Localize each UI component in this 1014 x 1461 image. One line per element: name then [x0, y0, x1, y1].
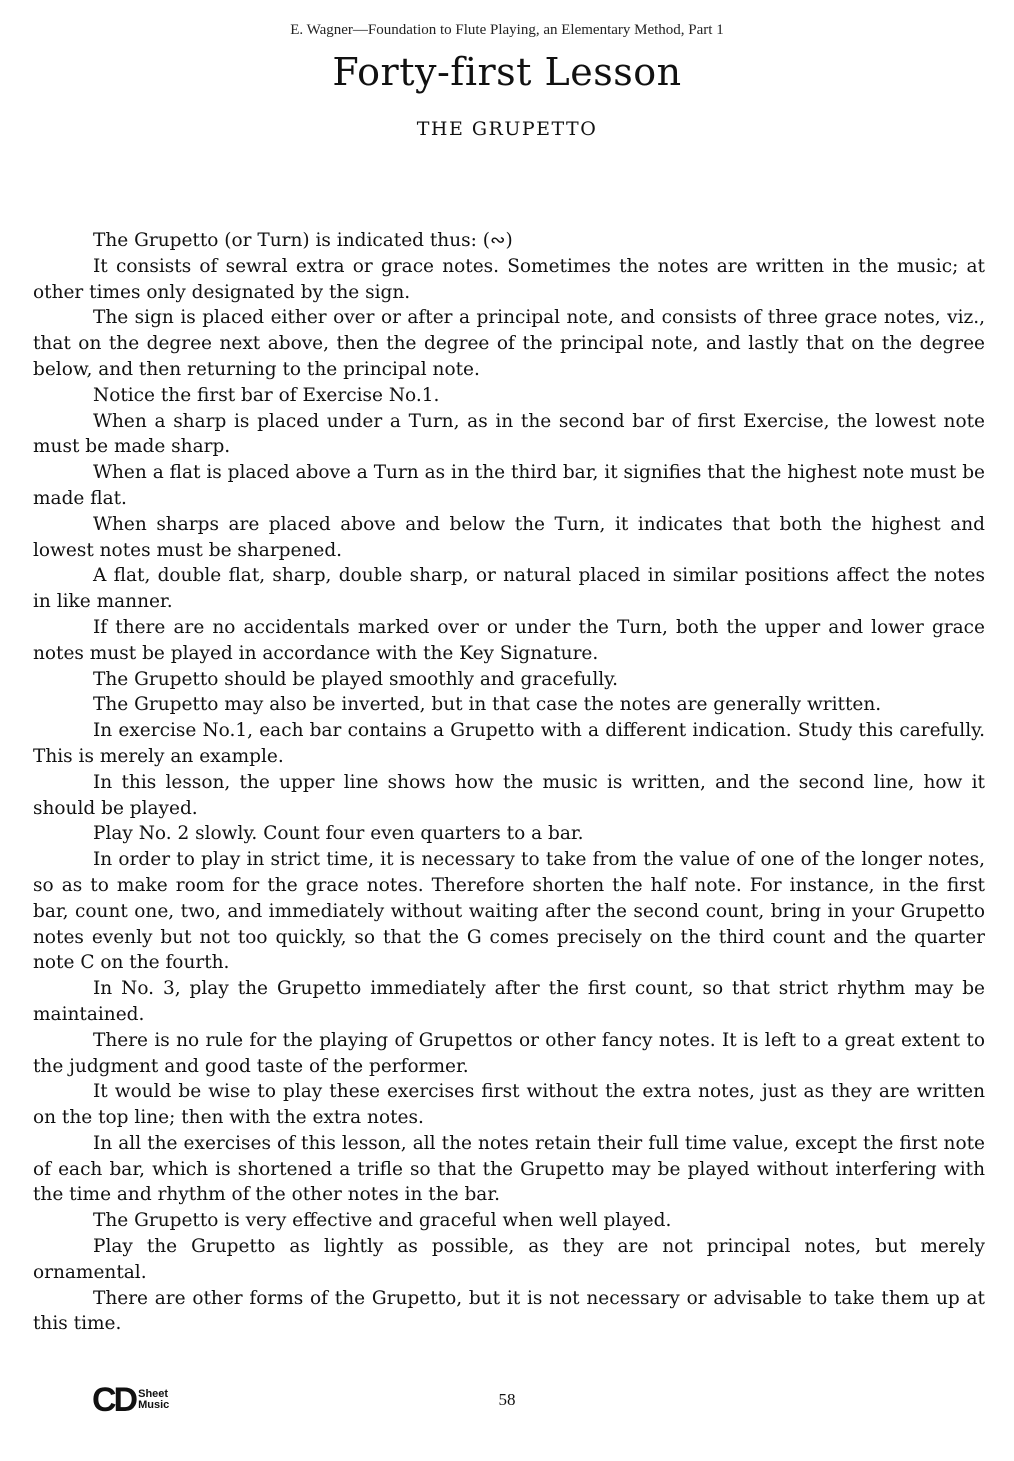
lesson-subtitle: THE GRUPETTO [416, 118, 598, 140]
logo-word-music: Music [138, 1399, 170, 1411]
paragraph: The sign is placed either over or after a principal note, and consists of three grace notes, viz., that on the degree next above, then the degree of the principal note, and lastly that on the degree below, and then returning to the principal note. [33, 307, 985, 380]
paragraph: The Grupetto is very effective and graceful when well played. [93, 1210, 672, 1232]
paragraph: Play No. 2 slowly. Count four even quarters to a bar. [93, 823, 584, 845]
paragraph: When a sharp is placed under a Turn, as in the second bar of first Exercise, the lowest note must be made sharp. [33, 410, 985, 458]
paragraph: It would be wise to play these exercises first without the extra notes, just as they are written on the top line; then with the extra notes. [33, 1081, 985, 1129]
paragraph: A flat, double flat, sharp, double sharp, or natural placed in similar positions affect the notes in like manner. [33, 565, 985, 613]
logo-word-sheet: Sheet [138, 1388, 169, 1400]
paragraph: There are other forms of the Grupetto, but it is not necessary or advisable to take them up at this time. [33, 1287, 985, 1335]
paragraph: If there are no accidentals marked over or under the Turn, both the upper and lower grace notes must be played in accordance with the Key Signature. [33, 616, 985, 664]
paragraph: Play the Grupetto as lightly as possible, as they are not principal notes, but merely ornamental. [33, 1236, 985, 1283]
paragraph: Notice the first bar of Exercise No.1. [93, 384, 440, 406]
logo-mark: CD [92, 1381, 136, 1419]
paragraph: There is no rule for the playing of Grupettos or other fancy notes. It is left to a great extent to the judgment and good taste of the performer. [33, 1029, 985, 1077]
paragraph: When sharps are placed above and below the Turn, it indicates that both the highest and lowest notes must be sharpened. [33, 513, 985, 561]
paragraph: In all the exercises of this lesson, all the notes retain their full time value, except the first note of each bar, which is shortened a trifle so that the Grupetto may be played without interfering with the time and rhythm of the other notes in the bar. [33, 1132, 985, 1206]
lesson-title: Forty-first Lesson [332, 50, 682, 94]
page-number: 58 [498, 1390, 516, 1409]
paragraph: In No. 3, play the Grupetto immediately after the first count, so that strict rhythm may be maintained. [33, 978, 985, 1025]
paragraph: The Grupetto may also be inverted, but in that case the notes are generally written. [93, 694, 882, 716]
paragraph: The Grupetto (or Turn) is indicated thus: (∾) [93, 230, 513, 251]
paragraph: It consists of sewral extra or grace notes. Sometimes the notes are written in the music; at other times only designated by the sign. [33, 255, 985, 303]
lesson-body [33, 228, 985, 1337]
paragraph: In exercise No.1, each bar contains a Grupetto with a different indication. Study this carefully. This is merely an example. [33, 720, 985, 767]
paragraph: The Grupetto should be played smoothly and gracefully. [93, 668, 619, 690]
paragraph: In order to play in strict time, it is necessary to take from the value of one of the longer notes, so as to make room for the grace notes. Therefore shorten the half note. For instance, in the first bar, count one, two, and immediately without waiting after the second count, bring in your Grupetto notes evenly but not too quickly, so that the G comes precisely on the third count and the quarter note C on the fourth. [33, 849, 985, 974]
paragraph: In this lesson, the upper line shows how the music is written, and the second line, how it should be played. [33, 771, 985, 819]
paragraph: When a flat is placed above a Turn as in the third bar, it signifies that the highest note must be made flat. [33, 462, 985, 509]
running-header: E. Wagner—Foundation to Flute Playing, an Elementary Method, Part 1 [290, 22, 724, 38]
